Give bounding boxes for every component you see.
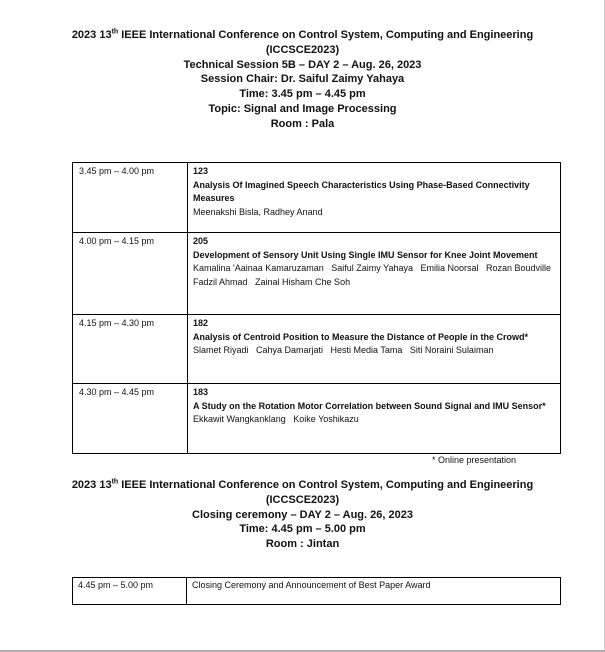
- paper-title: Analysis Of Imagined Speech Characteristics Using Phase-Based Connectivity Measures: [193, 179, 530, 204]
- paper-authors: Meenakshi Bisla, Radhey Anand: [193, 206, 323, 217]
- paper-details: [188, 233, 561, 315]
- table-row: [73, 384, 561, 454]
- paper-authors: Ekkawit Wangkanklang Koike Yoshikazu: [193, 414, 359, 425]
- session-header: [0, 28, 605, 132]
- closing-room: Room : Jintan: [265, 538, 340, 551]
- session-chair: Session Chair: Dr. Saiful Zaimy Yahaya: [200, 73, 405, 86]
- online-presentation-note: * Online presentation: [432, 455, 517, 465]
- paper-details: [188, 163, 561, 233]
- conference-name: IEEE International Conference on Control System, Computing and Engineering: [118, 29, 534, 41]
- paper-authors: Slamet Riyadi Cahya Damarjati Hesti Media Tama Siti Noraini Sulaiman: [193, 345, 494, 356]
- conference-abbreviation: (ICCSCE2023): [265, 43, 340, 56]
- conference-title-line: [0, 28, 605, 43]
- conference-title-line: [0, 478, 605, 493]
- paper-details: [188, 315, 561, 384]
- paper-title: A Study on the Rotation Motor Correlation between Sound Signal and IMU Sensor*: [193, 400, 546, 411]
- paper-id: 183: [193, 387, 209, 397]
- closing-title: Closing ceremony – DAY 2 – Aug. 26, 2023: [192, 508, 413, 521]
- row-time: 3.45 pm – 4.00 pm: [73, 163, 188, 233]
- conference-year: 2023 13: [71, 479, 112, 491]
- paper-id: 123: [193, 166, 209, 176]
- table-row: [73, 578, 561, 605]
- session-room: Room : Pala: [270, 117, 335, 130]
- conference-abbreviation: (ICCSCE2023): [265, 493, 340, 506]
- paper-title: Development of Sensory Unit Using Single IMU Sensor for Knee Joint Movement: [193, 249, 538, 260]
- paper-id: 182: [193, 318, 209, 328]
- table-row: [73, 163, 561, 233]
- row-time: 4.15 pm – 4.30 pm: [73, 315, 188, 384]
- closing-schedule-table: [72, 577, 561, 605]
- paper-id: 205: [193, 236, 209, 246]
- row-time: 4.45 pm – 5.00 pm: [73, 578, 187, 605]
- table-row: [73, 315, 561, 384]
- table-row: [73, 233, 561, 315]
- paper-authors: Kamalina 'Aainaa Kamaruzaman Saiful Zaimy Yahaya Emilia Noorsal Rozan Boudville Fadzil Ahmad Zainal Hisham Che Soh: [193, 263, 559, 287]
- closing-header: [0, 478, 605, 552]
- paper-schedule-table: [72, 162, 561, 454]
- paper-title: Analysis of Centroid Position to Measure the Distance of People in the Crowd*: [193, 331, 529, 342]
- session-topic: Topic: Signal and Image Processing: [208, 102, 397, 115]
- conference-ordinal-suffix: th: [111, 478, 119, 486]
- row-time: 4.30 pm – 4.45 pm: [73, 384, 188, 454]
- session-title: Technical Session 5B – DAY 2 – Aug. 26, 2023: [183, 58, 422, 71]
- session-time: Time: 3.45 pm – 4.45 pm: [239, 88, 366, 101]
- conference-name: IEEE International Conference on Control System, Computing and Engineering: [118, 479, 534, 491]
- closing-time: Time: 4.45 pm – 5.00 pm: [239, 523, 366, 536]
- conference-ordinal-suffix: th: [111, 28, 119, 36]
- paper-details: [188, 384, 561, 454]
- row-time: 4.00 pm – 4.15 pm: [73, 233, 188, 315]
- conference-year: 2023 13: [71, 29, 112, 41]
- closing-description: Closing Ceremony and Announcement of Best Paper Award: [187, 578, 561, 605]
